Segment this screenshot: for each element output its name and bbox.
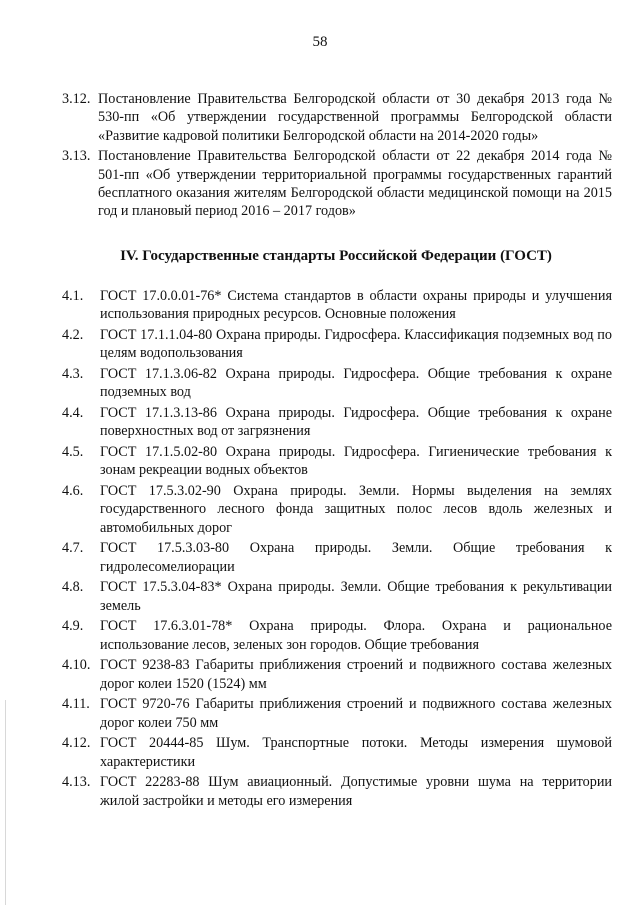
item-text: Постановление Правительства Белгородской области от 22 декабря 2014 года № 501-пп «Об утверждении территориальной программы государственных гарантий бесплатного оказания жителям Белгородской области медицинской помощи на 2015 год и плановый период 2016 – 2017 годов» — [98, 148, 612, 220]
gost-list — [62, 287, 612, 812]
item-number: 3.13. — [62, 148, 91, 165]
item-text: ГОСТ 17.5.3.04-83* Охрана природы. Земли. Общие требования к рекультивации земель — [100, 579, 612, 614]
item-number: 4.13. — [62, 774, 91, 791]
item-text: ГОСТ 17.1.1.04-80 Охрана природы. Гидросфера. Классификация подземных вод по целям водопользования — [100, 327, 612, 362]
item-number: 4.5. — [62, 444, 84, 460]
list-item — [62, 656, 612, 693]
scan-edge-line — [5, 700, 6, 905]
item-text: ГОСТ 17.5.3.02-90 Охрана природы. Земли. Нормы выделения на землях государственного лесного фонда защитных полос лесов вдоль железных и автомобильных дорог — [100, 483, 612, 536]
item-text: ГОСТ 22283-88 Шум авиационный. Допустимые уровни шума на территории жилой застройки и методы его измерения — [100, 774, 612, 809]
list-item — [62, 147, 612, 221]
item-number: 4.8. — [62, 579, 84, 596]
section-heading: IV. Государственные стандарты Российской Федерации (ГОСТ) — [120, 248, 552, 264]
list-item — [62, 326, 612, 363]
item-number: 3.12. — [62, 91, 91, 107]
item-text: ГОСТ 9720-76 Габариты приближения строений и подвижного состава железных дорог колеи 750 мм — [100, 696, 612, 731]
item-number: 4.9. — [62, 618, 84, 635]
list-item — [62, 539, 612, 576]
list-item — [62, 365, 612, 402]
list-item — [62, 90, 612, 145]
item-text: ГОСТ 17.1.5.02-80 Охрана природы. Гидросфера. Гигиенические требования к зонам рекреации водных объектов — [100, 444, 612, 479]
list-item — [62, 773, 612, 810]
item-text: ГОСТ 17.6.3.01-78* Охрана природы. Флора. Охрана и рациональное использование лесов, зеленых зон городов. Общие требования — [100, 618, 612, 653]
item-number: 4.1. — [62, 288, 84, 304]
list-item — [62, 287, 612, 324]
list-item — [62, 404, 612, 441]
item-text: ГОСТ 17.5.3.03-80 Охрана природы. Земли. Общие требования к гидролесомелиорации — [100, 540, 612, 575]
item-text: ГОСТ 17.1.3.13-86 Охрана природы. Гидросфера. Общие требования к охране поверхностных вод от загрязнения — [100, 405, 612, 440]
list-item — [62, 482, 612, 537]
list-item — [62, 443, 612, 480]
list-item — [62, 617, 612, 654]
item-number: 4.4. — [62, 405, 84, 421]
regional-acts-list — [62, 90, 612, 223]
item-number: 4.6. — [62, 483, 84, 499]
item-number: 4.7. — [62, 540, 84, 557]
page-number: 58 — [312, 34, 328, 50]
item-text: Постановление Правительства Белгородской области от 30 декабря 2013 года № 530-пп «Об утверждении государственной программы Белгородской области «Развитие кадровой политики Белгородской области на 2014-2020 годы» — [98, 91, 612, 144]
item-number: 4.2. — [62, 327, 84, 343]
item-text: ГОСТ 17.1.3.06-82 Охрана природы. Гидросфера. Общие требования к охране подземных вод — [100, 366, 612, 401]
item-number: 4.11. — [62, 696, 90, 713]
item-number: 4.10. — [62, 657, 91, 674]
list-item — [62, 578, 612, 615]
item-text: ГОСТ 9238-83 Габариты приближения строений и подвижного состава железных дорог колеи 1520 (1524) мм — [100, 657, 612, 692]
item-text: ГОСТ 20444-85 Шум. Транспортные потоки. Методы измерения шумовой характеристики — [100, 735, 612, 770]
list-item — [62, 695, 612, 732]
list-item — [62, 734, 612, 771]
item-number: 4.12. — [62, 735, 91, 752]
item-text: ГОСТ 17.0.0.01-76* Система стандартов в области охраны природы и улучшения использования природных ресурсов. Основные положения — [100, 288, 612, 323]
item-number: 4.3. — [62, 366, 84, 382]
